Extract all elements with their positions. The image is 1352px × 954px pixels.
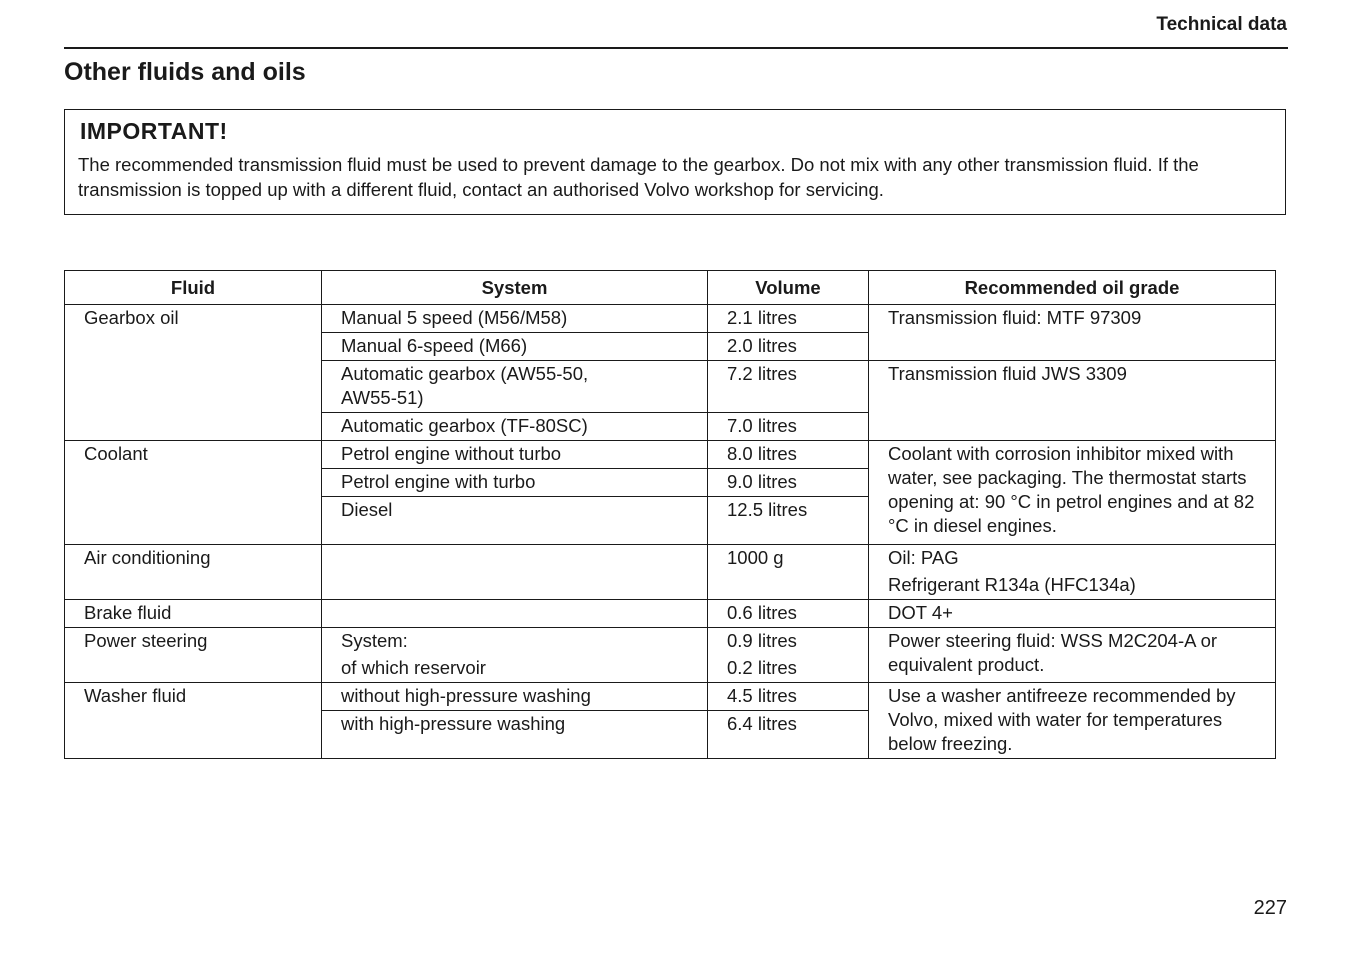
important-notice bbox=[64, 109, 1286, 215]
grade-cell: Transmission fluid: MTF 97309 bbox=[869, 305, 1276, 361]
volume-cell: 7.0 litres bbox=[708, 413, 869, 441]
system-cell: Petrol engine with turbo bbox=[322, 469, 708, 497]
system-cell bbox=[322, 361, 708, 413]
fluid-cell-gearbox: Gearbox oil bbox=[65, 305, 322, 441]
volume-cell: 7.2 litres bbox=[708, 361, 869, 413]
volume-cell: 8.0 litres bbox=[708, 441, 869, 469]
volume-cell: 0.6 litres bbox=[708, 600, 869, 628]
section-label: Technical data bbox=[1156, 14, 1287, 35]
volume-line: 0.2 litres bbox=[727, 657, 797, 678]
fluid-cell-power-steering: Power steering bbox=[65, 628, 322, 683]
grade-cell bbox=[869, 545, 1276, 600]
page-title: Other fluids and oils bbox=[64, 58, 306, 86]
system-cell: with high-pressure washing bbox=[322, 711, 708, 759]
table-row bbox=[65, 600, 1276, 628]
system-cell: Manual 6-speed (M66) bbox=[322, 333, 708, 361]
table-row bbox=[65, 628, 1276, 683]
table-row bbox=[65, 683, 1276, 711]
grade-line: Oil: PAG bbox=[888, 547, 959, 568]
volume-cell: 1000 g bbox=[708, 545, 869, 600]
table-row bbox=[65, 305, 1276, 333]
grade-cell: Use a washer antifreeze recommended by Volvo, mixed with water for temperatures below freezing. bbox=[869, 683, 1276, 759]
grade-cell: DOT 4+ bbox=[869, 600, 1276, 628]
system-cell: Diesel bbox=[322, 497, 708, 545]
system-cell: Automatic gearbox (TF-80SC) bbox=[322, 413, 708, 441]
page-number: 227 bbox=[1253, 897, 1287, 919]
fluid-cell-air-conditioning: Air conditioning bbox=[65, 545, 322, 600]
fluid-cell-brake: Brake fluid bbox=[65, 600, 322, 628]
grade-cell: Power steering fluid: WSS M2C204-A or equivalent product. bbox=[869, 628, 1276, 683]
column-header-volume: Volume bbox=[708, 271, 869, 305]
column-header-grade: Recommended oil grade bbox=[869, 271, 1276, 305]
fluid-cell-coolant: Coolant bbox=[65, 441, 322, 545]
column-header-system: System bbox=[322, 271, 708, 305]
volume-cell: 6.4 litres bbox=[708, 711, 869, 759]
grade-cell: Coolant with corrosion inhibitor mixed with water, see packaging. The thermostat starts opening at: 90 °C in petrol engines and at 82 °C in diesel engines. bbox=[869, 441, 1276, 545]
system-cell: Petrol engine without turbo bbox=[322, 441, 708, 469]
grade-cell: Transmission fluid JWS 3309 bbox=[869, 361, 1276, 441]
important-heading: IMPORTANT! bbox=[80, 118, 228, 144]
column-header-fluid: Fluid bbox=[65, 271, 322, 305]
system-cell: Manual 5 speed (M56/M58) bbox=[322, 305, 708, 333]
system-cell bbox=[322, 545, 708, 600]
volume-cell: 2.1 litres bbox=[708, 305, 869, 333]
system-line: of which reservoir bbox=[341, 657, 486, 678]
system-cell: without high-pressure washing bbox=[322, 683, 708, 711]
fluid-cell-washer: Washer fluid bbox=[65, 683, 322, 759]
system-line: System: bbox=[341, 630, 408, 651]
grade-line: Refrigerant R134a (HFC134a) bbox=[888, 574, 1136, 595]
fluids-table bbox=[64, 270, 1276, 759]
volume-cell: 9.0 litres bbox=[708, 469, 869, 497]
table-header-row bbox=[65, 271, 1276, 305]
volume-cell: 4.5 litres bbox=[708, 683, 869, 711]
system-text: Automatic gearbox (AW55-50, AW55-51) bbox=[341, 363, 589, 408]
important-text: The recommended transmission fluid must be used to prevent damage to the gearbox. Do not mix with any other transmission fluid. If the transmission is topped up with a different fluid, contact an authorised Volvo workshop for servicing. bbox=[78, 154, 1199, 200]
table-row bbox=[65, 545, 1276, 600]
volume-cell: 12.5 litres bbox=[708, 497, 869, 545]
volume-cell: 2.0 litres bbox=[708, 333, 869, 361]
volume-line: 0.9 litres bbox=[727, 630, 797, 651]
system-cell bbox=[322, 628, 708, 683]
system-cell bbox=[322, 600, 708, 628]
volume-cell bbox=[708, 628, 869, 683]
header-rule bbox=[64, 47, 1288, 49]
table-row bbox=[65, 441, 1276, 469]
